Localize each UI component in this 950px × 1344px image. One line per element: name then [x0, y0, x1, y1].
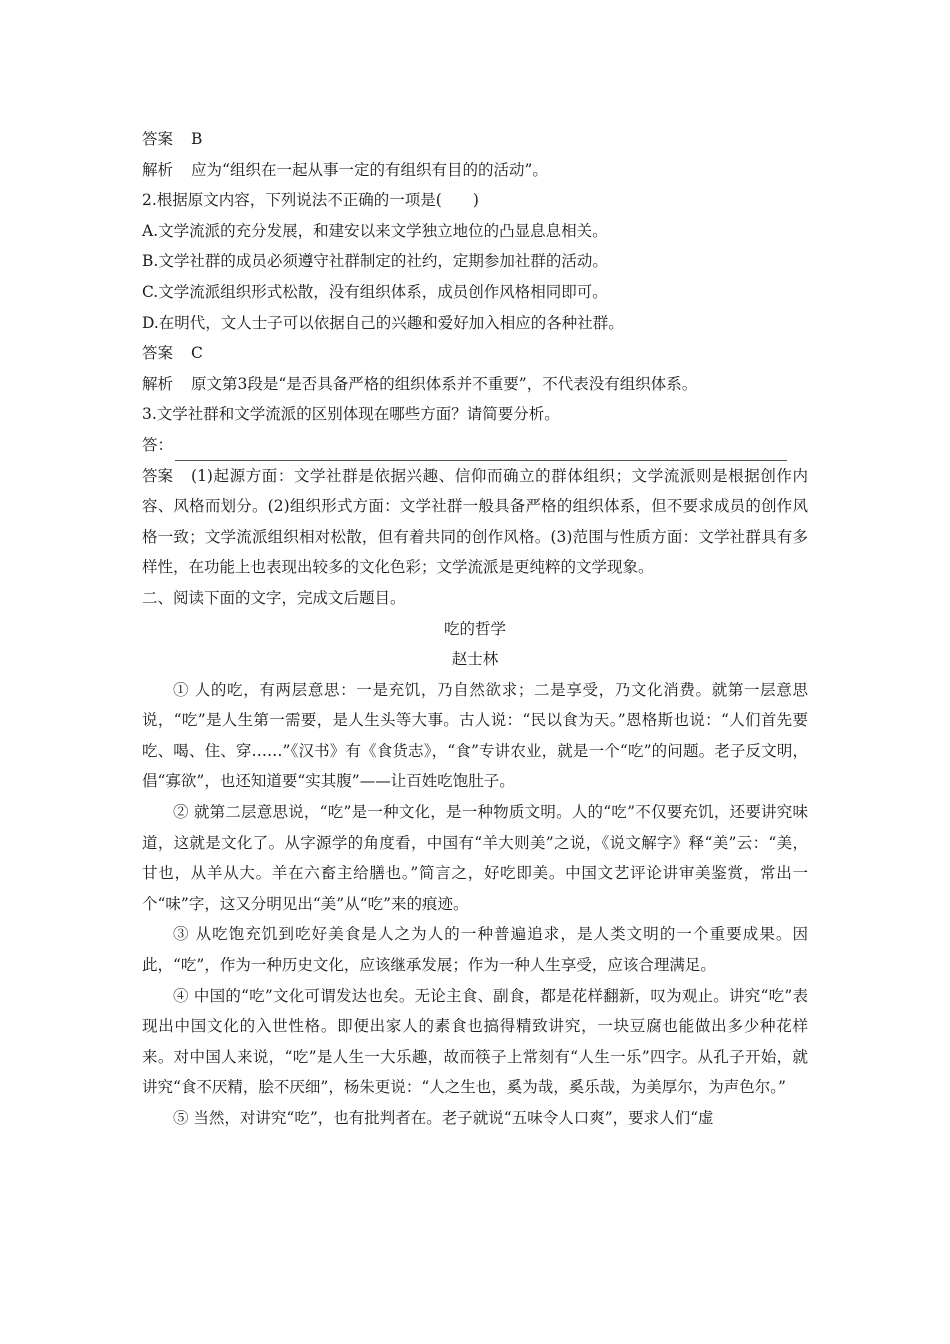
article-paragraph-3: ③ 从吃饱充饥到吃好美食是人之为人的一种普遍追求，是人类文明的一个重要成果。因此，“吃”，作为一种历史文化，应该继承发展；作为一种人生享受，应该合理满足。 [142, 925, 808, 975]
q3-answer [142, 461, 808, 583]
q2-answer [142, 338, 808, 369]
article-title: 吃的哲学 [443, 619, 506, 638]
analysis-label: 解析 [142, 374, 174, 393]
article-paragraph-5: ⑤ 当然，对讲究“吃”，也有批判者在。老子就说“五味令人口爽”，要求人们“虚 [173, 1109, 714, 1127]
article-author: 赵士林 [451, 650, 499, 669]
document-body [142, 124, 808, 1134]
answer-value: C [191, 344, 203, 363]
q3-answer-blank-line [142, 430, 808, 461]
q2-analysis [142, 369, 808, 400]
answer-blank-underline [175, 440, 787, 461]
analysis-text: 原文第3段是“是否具备严格的组织体系并不重要”，不代表没有组织体系。 [191, 374, 698, 393]
article-paragraph-1: ① 人的吃，有两层意思：一是充饥，乃自然欲求；二是享受，乃文化消费。就第一层意思说，“吃”是人生第一需要，是人生头等大事。古人说：“民以食为天。”恩格斯也说：“人们首先要吃、喝、住、穿……”《汉书》有《食货志》，“食”专讲农业，就是一个“吃”的问题。老子反文明，倡“寡欲”，也还知道要“实其腹”——让百姓吃饱肚子。 [142, 680, 808, 791]
article-paragraph-4: ④ 中国的“吃”文化可谓发达也矣。无论主食、副食，都是花样翻新，叹为观止。讲究“吃”表现出中国文化的入世性格。即便出家人的素食也搞得精致讲究，一块豆腐也能做出多少种花样来。对中国人来说，“吃”是人生一大乐趣，故而筷子上常刻有“人生一乐”四字。从孔子开始，就讲究“食不厌精，脍不厌细”，杨朱更说：“人之生也，奚为哉，奚乐哉，为美厚尔，为声色尔。” [142, 986, 808, 1097]
answer-label: 答案 [142, 466, 174, 485]
q1-answer [142, 124, 808, 155]
q2-question: 2.根据原文内容，下列说法不正确的一项是( ) [142, 191, 479, 210]
q1-analysis [142, 155, 808, 186]
answer-label: 答案 [142, 130, 174, 148]
article-paragraph-2: ② 就第二层意思说，“吃”是一种文化，是一种物质文明。人的“吃”不仅要充饥，还要讲究味道，这就是文化了。从字源学的角度看，中国有“羊大则美”之说，《说文解字》释“美”云：“美，甘也，从羊从大。羊在六畜主给膳也。”简言之，好吃即美。中国文艺评论讲审美鉴赏，常出一个“味”字，这又分明见出“美”从“吃”来的痕迹。 [142, 803, 808, 913]
section-instruction: 二、阅读下面的文字，完成文后题目。 [142, 588, 406, 607]
answer-prompt: 答： [142, 435, 174, 454]
analysis-label: 解析 [142, 160, 174, 179]
q2-option-b: B.文学社群的成员必须遵守社群制定的社约，定期参加社群的活动。 [142, 252, 608, 271]
q2-option-a: A.文学流派的充分发展，和建安以来文学独立地位的凸显息息相关。 [142, 221, 608, 240]
q3-question: 3.文学社群和文学流派的区别体现在哪些方面？请简要分析。 [142, 405, 560, 424]
q2-option-d: D.在明代，文人士子可以依据自己的兴趣和爱好加入相应的各种社群。 [142, 313, 624, 332]
answer-text: (1)起源方面：文学社群是依据兴趣、信仰而确立的群体组织；文学流派则是根据创作内容、风格而划分。(2)组织形式方面：文学社群一般具备严格的组织体系，但不要求成员的创作风格一致；文学流派组织相对松散，但有着共同的创作风格。(3)范围与性质方面：文学社群具有多样性，在功能上也表现出较多的文化色彩；文学流派是更纯粹的文学现象。 [142, 466, 808, 577]
answer-label: 答案 [142, 344, 174, 363]
analysis-text: 应为“组织在一起从事一定的有组织有目的的活动”。 [191, 160, 548, 179]
q2-option-c: C.文学流派组织形式松散，没有组织体系，成员创作风格相同即可。 [142, 282, 608, 301]
answer-value: B [191, 130, 203, 148]
